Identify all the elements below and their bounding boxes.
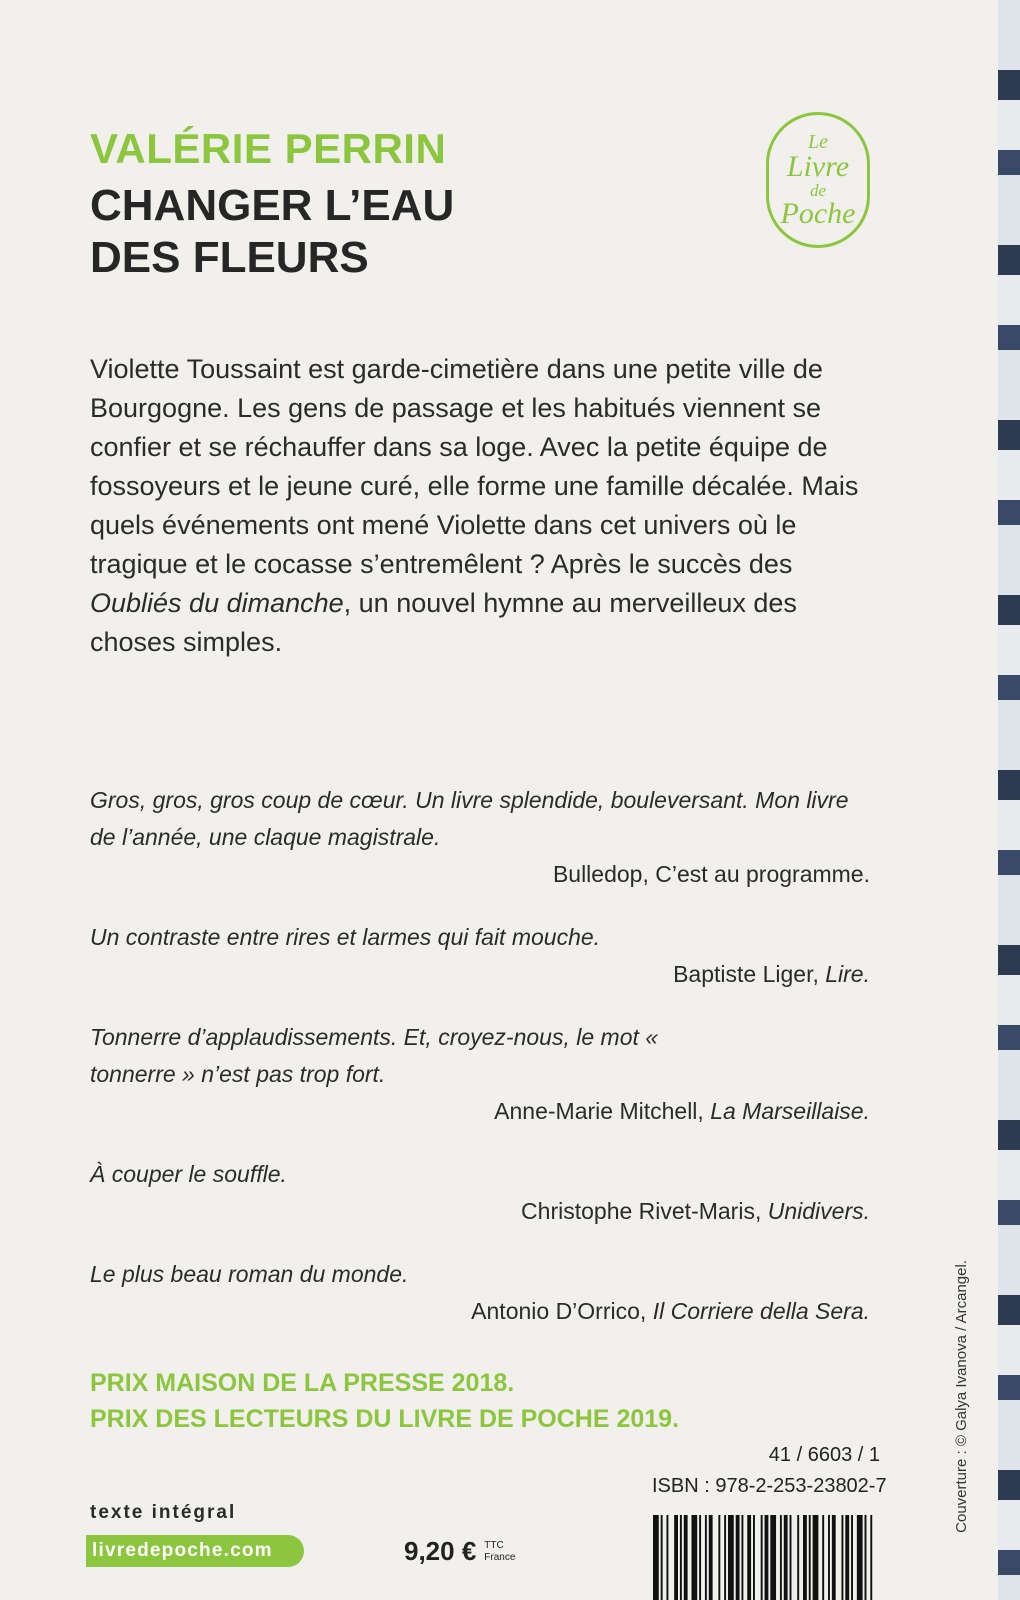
logo-line-le: Le: [808, 130, 828, 153]
barcode-bar: [674, 1515, 678, 1600]
barcode-bar: [709, 1515, 713, 1600]
review-quote: Gros, gros, gros coup de cœur. Un livre splendide, bouleversant. Mon livre de l’année, une claque magistrale.: [90, 787, 849, 850]
texte-integral-label: texte intégral: [90, 1502, 237, 1523]
review-item: [90, 1156, 870, 1230]
barcode-bar: [736, 1515, 740, 1600]
barcode-bar: [705, 1515, 707, 1600]
website-badge: livredepoche.com: [86, 1535, 304, 1567]
price-tax-note: [484, 1540, 515, 1564]
barcode-bar: [747, 1515, 751, 1600]
review-item: [90, 782, 870, 893]
review-author: Bulledop, C’est au programme.: [552, 861, 870, 887]
blurb-italic-title: Oubliés du dimanche: [90, 588, 344, 618]
book-title: CHANGER L’EAU DES FLEURS: [90, 181, 455, 282]
barcode-bar: [865, 1515, 867, 1600]
barcode-bar: [797, 1515, 799, 1600]
barcode-bar: [845, 1515, 849, 1600]
review-source: [90, 856, 870, 893]
prizes: [90, 1365, 850, 1437]
logo-line-livre: Livre: [786, 149, 850, 183]
book-blurb: [90, 350, 880, 662]
livre-de-poche-logo: [766, 112, 870, 248]
cover-credit: Couverture : © Galya Ivanova / Arcangel.: [953, 1260, 970, 1533]
barcode-bar: [761, 1515, 763, 1600]
barcode-bar: [724, 1515, 726, 1600]
review-publication: Lire.: [825, 961, 870, 987]
barcode-bar: [784, 1515, 788, 1600]
barcode-bar: [832, 1515, 836, 1600]
barcode-bar: [780, 1515, 782, 1600]
prize-line: PRIX DES LECTEURS DU LIVRE DE POCHE 2019.: [90, 1405, 680, 1433]
barcode-bar: [851, 1515, 853, 1600]
review-quote: À couper le souffle.: [90, 1161, 287, 1187]
barcode-bar: [803, 1515, 807, 1600]
barcode-bar: [813, 1515, 819, 1600]
review-item: [90, 1019, 870, 1130]
reference-number: 41 / 6603 / 1: [768, 1444, 880, 1466]
spine-edge: [998, 0, 1020, 1600]
barcode-bar: [809, 1515, 811, 1600]
logo-line-poche: Poche: [780, 196, 856, 230]
barcode-bar: [699, 1515, 701, 1600]
review-author: Antonio D’Orrico,: [471, 1298, 653, 1324]
author-name: VALÉRIE PERRIN: [90, 125, 447, 172]
review-item: [90, 1256, 870, 1330]
review-publication: Il Corriere della Sera.: [652, 1298, 870, 1324]
review-source: [90, 1193, 870, 1230]
barcode-bar: [691, 1515, 697, 1600]
blurb-text-end: , un nouvel hymne au merveilleux des choses simples.: [90, 588, 797, 657]
review-author: Baptiste Liger,: [673, 961, 826, 987]
review-item: [90, 919, 870, 993]
price-block: [404, 1536, 515, 1567]
barcode-bar: [828, 1515, 830, 1600]
barcode-bar: [684, 1515, 688, 1600]
price-amount: 9,20 €: [404, 1536, 477, 1566]
barcode-bar: [822, 1515, 824, 1600]
review-author: Anne-Marie Mitchell,: [494, 1098, 711, 1124]
barcode-bar: [765, 1515, 769, 1600]
barcode-bar: [753, 1515, 755, 1600]
barcode-bar: [770, 1515, 776, 1600]
prize-line: PRIX MAISON DE LA PRESSE 2018.: [90, 1369, 515, 1397]
review-quote: Tonnerre d’applaudissements. Et, croyez-nous, le mot « tonnerre » n’est pas trop fort.: [90, 1024, 659, 1087]
barcode-bar: [718, 1515, 720, 1600]
tax-france: France: [484, 1552, 516, 1563]
blurb-text: Violette Toussaint est garde-cimetière dans une petite ville de Bourgogne. Les gens de passage et les habitués viennent se confier et se réchauffer dans sa loge. Avec la petite équipe de fossoyeurs et le jeune curé, elle forme une famille décalée. Mais quels événements ont mené Violette dans cet univers où le tragique et le cocasse s’entremêlent ? Après le succès des: [90, 354, 859, 579]
barcode-bar: [841, 1515, 843, 1600]
barcode-bar: [661, 1515, 663, 1600]
barcode-bar: [653, 1515, 659, 1600]
review-author: Christophe Rivet-Maris,: [521, 1198, 768, 1224]
review-source: [90, 1293, 870, 1330]
logo-line-de: de: [809, 180, 827, 200]
review-source: [90, 1093, 870, 1130]
isbn-number: ISBN : 978-2-253-23802-7: [652, 1475, 887, 1497]
barcode-bar: [857, 1515, 863, 1600]
review-quote: Un contraste entre rires et larmes qui fait mouche.: [90, 924, 601, 950]
tax-ttc: TTC: [484, 1540, 504, 1551]
review-quote: Le plus beau roman du monde.: [90, 1261, 409, 1287]
barcode-bar: [790, 1515, 792, 1600]
barcode-bar: [666, 1515, 668, 1600]
review-publication: Unidivers.: [767, 1198, 870, 1224]
barcode-bar: [741, 1515, 743, 1600]
barcode-bar: [870, 1515, 872, 1600]
review-source: [90, 956, 870, 993]
barcode: [653, 1515, 878, 1600]
press-reviews: [90, 782, 870, 1356]
barcode-bar: [728, 1515, 734, 1600]
barcode-bar: [680, 1515, 682, 1600]
review-publication: La Marseillaise.: [710, 1098, 870, 1124]
